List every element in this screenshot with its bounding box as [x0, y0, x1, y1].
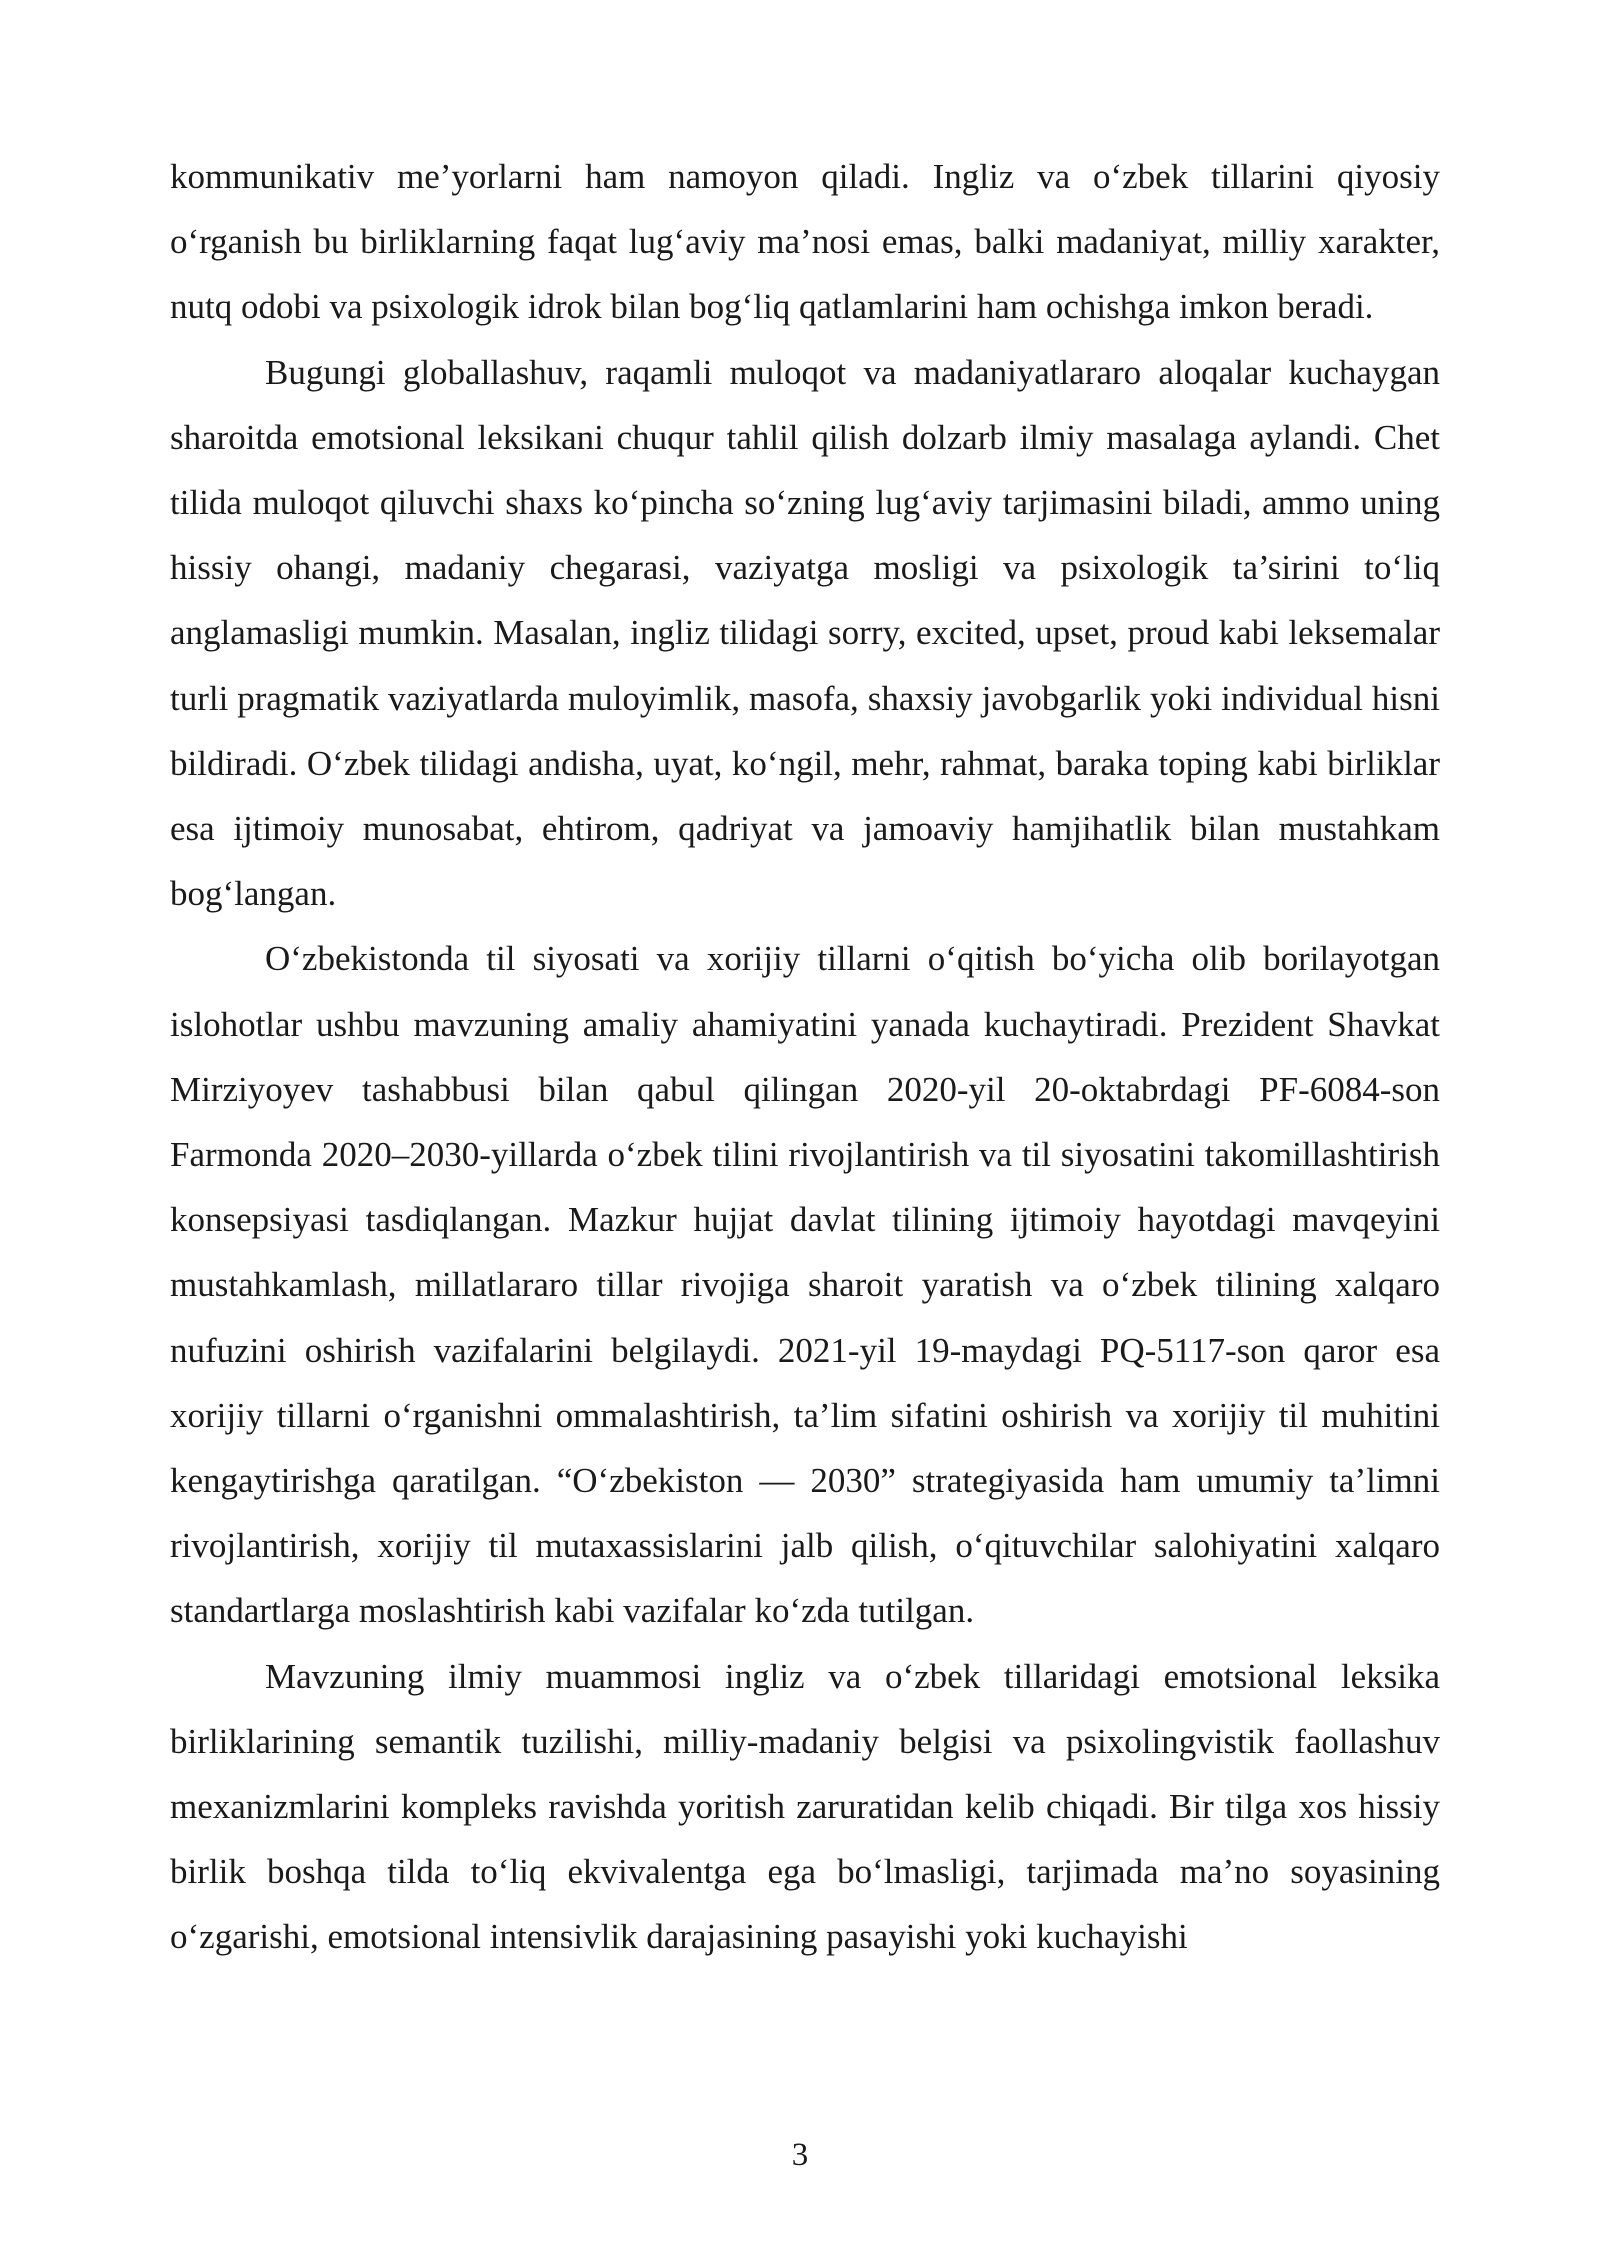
paragraph-1: kommunikativ me’yorlarni ham namoyon qiladi. Ingliz va o‘zbek tillarini qiyosiy o‘rganish bu birliklarning faqat lug‘aviy ma’nosi emas, balki madaniyat, milliy xarakter, nutq odobi va psixologik idrok bilan bog‘liq qatlamlarini ham ochishga imkon beradi. [170, 157, 1440, 327]
paragraph-3: O‘zbekistonda til siyosati va xorijiy tillarni o‘qitish bo‘yicha olib borilayotgan islohotlar ushbu mavzuning amaliy ahamiyatini yanada kuchaytiradi. Prezident Shavkat Mirziyoyev tashabbusi bilan qabul qilingan 2020-yil 20-oktabrdagi PF-6084-son Farmonda 2020–2030-yillarda o‘zbek tilini rivojlantirish va til siyosatini takomillashtirish konsepsiyasi tasdiqlangan. Mazkur hujjat davlat tilining ijtimoiy hayotdagi mavqeyini mustahkamlash, millatlararo tillar rivojiga sharoit yaratish va o‘zbek tilining xalqaro nufuzini oshirish vazifalarini belgilaydi. 2021-yil 19-maydagi PQ-5117-son qaror esa xorijiy tillarni o‘rganishni ommalashtirish, ta’lim sifatini oshirish va xorijiy til muhitini kengaytirishga qaratilgan. “O‘zbekiston — 2030” strategiyasida ham umumiy ta’limni rivojlantirish, xorijiy til mutaxassislarini jalb qilish, o‘qituvchilar salohiyatini xalqaro standartlarga moslashtirish kabi vazifalar ko‘zda tutilgan. [170, 939, 1440, 1631]
paragraph-4: Mavzuning ilmiy muammosi ingliz va o‘zbek tillaridagi emotsional leksika birliklarining semantik tuzilishi, milliy-madaniy belgisi va psixolingvistik faollashuv mexanizmlarini kompleks ravishda yoritish zaruratidan kelib chiqadi. Bir tilga xos hissiy birlik boshqa tilda to‘liq ekvivalentga ega bo‘lmasligi, tarjimada ma’no soyasining o‘zgarishi, emotsional intensivlik darajasining pasayishi yoki kuchayishi [170, 1656, 1440, 1957]
paragraph-2: Bugungi globallashuv, raqamli muloqot va madaniyatlararo aloqalar kuchaygan sharoitda emotsional leksikani chuqur tahlil qilish dolzarb ilmiy masalaga aylandi. Chet tilida muloqot qiluvchi shaxs ko‘pincha so‘zning lug‘aviy tarjimasini biladi, ammo uning hissiy ohangi, madaniy chegarasi, vaziyatga mosligi va psixologik ta’sirini to‘liq anglamasligi mumkin. Masalan, ingliz tilidagi sorry, excited, upset, proud kabi leksemalar turli pragmatik vaziyatlarda muloyimlik, masofa, shaxsiy javobgarlik yoki individual hisni bildiradi. O‘zbek tilidagi andisha, uyat, ko‘ngil, mehr, rahmat, baraka toping kabi birliklar esa ijtimoiy munosabat, ehtirom, qadriyat va jamoaviy hamjihatlik bilan mustahkam bog‘langan. [170, 352, 1440, 914]
body-text [170, 144, 1440, 1970]
page-number: 3 [791, 2137, 809, 2173]
